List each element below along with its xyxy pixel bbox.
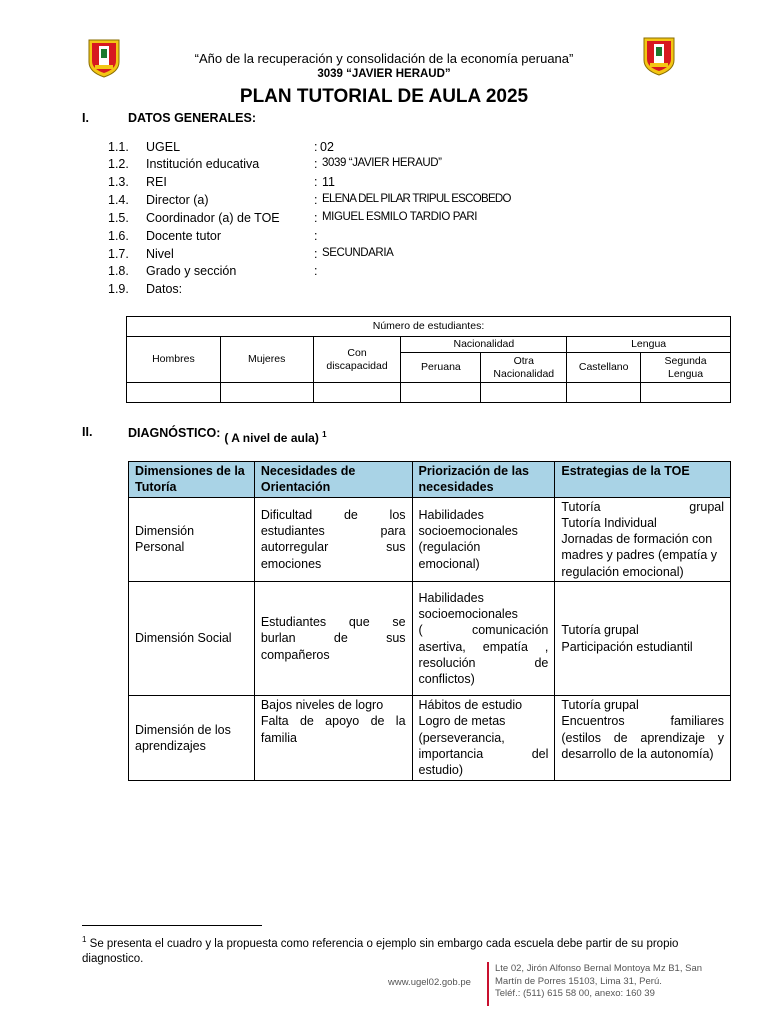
header-line: Otra [513, 354, 534, 367]
year-motto: “Año de la recuperación y consolidación de la economía peruana” [194, 51, 574, 66]
cell-line: socioemocionales [418, 606, 518, 621]
footnote [82, 932, 702, 967]
cell-line: desarrollo de la autonomía) [561, 746, 714, 761]
cell-line: Habilidades [418, 507, 484, 522]
item-label: Institución educativa [146, 157, 260, 171]
cell-line: (regulación [418, 540, 481, 555]
cell-line: Habilidades [418, 590, 484, 605]
cell-line: autorregular sus [260, 540, 406, 555]
header-line: Orientación [260, 480, 331, 495]
footer-address [495, 963, 702, 1001]
item-label: Coordinador (a) de TOE [146, 211, 280, 225]
address-line: Teléf.: (511) 615 58 00, anexo: 160 39 [495, 988, 655, 999]
cell-line: Falta de apoyo de la [260, 714, 406, 729]
item-colon: : [314, 211, 318, 225]
section-1-title: DATOS GENERALES: [128, 111, 257, 125]
cell-mujeres[interactable] [220, 383, 313, 403]
section-1-number: I. [82, 111, 89, 125]
address-line: Martín de Porres 15103, Lima 31, Perú. [495, 975, 662, 987]
cell-line: Tutoría grupal [561, 623, 639, 638]
header-line: Nacionalidad [493, 367, 555, 380]
header-nacionalidad: Nacionalidad [401, 337, 567, 353]
cell-line: Tutoría Individual [561, 515, 657, 530]
cell-dimension [129, 497, 255, 581]
section-2-title-wrap [128, 425, 327, 445]
header-line: Tutoría [135, 480, 177, 495]
cell-segunda-lengua[interactable] [641, 383, 731, 403]
school-name: 3039 “JAVIER HERAUD” [317, 68, 451, 80]
cell-line: Dimensión Social [135, 631, 232, 646]
students-count-table [126, 316, 731, 403]
cell-peruana[interactable] [401, 383, 481, 403]
item-label: Director (a) [146, 193, 209, 207]
table-row [129, 497, 731, 581]
document-title: PLAN TUTORIAL DE AULA 2025 [239, 86, 529, 107]
header-line: Lengua [668, 367, 704, 380]
item-label: Datos: [146, 282, 183, 296]
cell-hombres[interactable] [127, 383, 221, 403]
header-line: Priorización de las [418, 464, 529, 478]
header-segunda-lengua [641, 353, 731, 383]
footer-divider [487, 962, 489, 1006]
header-line: Estrategias de la TOE [561, 464, 690, 478]
cell-line: emocional) [418, 556, 480, 571]
item-label: Grado y sección [146, 264, 237, 278]
cell-line: Jornadas de formación con [561, 532, 713, 547]
item-label: UGEL [146, 140, 181, 154]
cell-line: importancia del [418, 746, 549, 761]
item-number: 1.9. [108, 282, 129, 296]
item-value: ELENA DEL PILAR TRIPUL ESCOBEDO [322, 193, 511, 205]
cell-line: Bajos niveles de logro [260, 698, 384, 713]
header-otra-nacionalidad [481, 353, 567, 383]
students-table-title: Número de estudiantes: [127, 317, 731, 337]
item-number: 1.2. [108, 157, 129, 171]
cell-line: Tutoría grupal [561, 698, 639, 713]
item-label: Docente tutor [146, 229, 222, 243]
diagnostic-table [128, 461, 731, 781]
header-necesidades [254, 462, 412, 498]
cell-priorizacion [412, 497, 555, 581]
footnote-reference: 1 [322, 430, 327, 439]
cell-line: Encuentros familiares [561, 714, 724, 729]
item-colon: : [314, 229, 318, 243]
header-dimensiones [129, 462, 255, 498]
cell-line: (estilos de aprendizaje y [561, 730, 724, 745]
header-peruana: Peruana [401, 353, 481, 383]
diagnostic-header-row [129, 462, 731, 498]
item-number: 1.8. [108, 264, 129, 278]
table-row [129, 582, 731, 696]
cell-line: ( comunicación [418, 623, 549, 638]
item-colon: : [314, 247, 318, 261]
item-label: Nivel [146, 247, 174, 261]
item-number: 1.3. [108, 175, 129, 189]
cell-line: Logro de metas [418, 714, 506, 729]
header-priorizacion [412, 462, 555, 498]
cell-line: compañeros [260, 647, 330, 662]
cell-estrategia [555, 582, 731, 696]
address-line: Lte 02, Jirón Alfonso Bernal Montoya Mz B1, San [495, 963, 703, 974]
header-mujeres: Mujeres [220, 337, 313, 383]
footer-website[interactable]: www.ugel02.gob.pe [388, 977, 471, 988]
cell-line: Hábitos de estudio [418, 698, 523, 713]
cell-line: estudio) [418, 763, 464, 778]
item-colon: : [314, 264, 318, 278]
header-line: Dimensiones de la [135, 464, 245, 478]
cell-line: regulación emocional) [561, 564, 684, 579]
cell-line: Dimensión [135, 524, 195, 539]
cell-line: socioemocionales [418, 524, 518, 539]
cell-line: Personal [135, 540, 185, 555]
subtitle-text: ( A nivel de aula) [224, 431, 319, 445]
item-value: 02 [320, 140, 334, 154]
students-empty-row [127, 383, 731, 403]
item-number: 1.1. [108, 140, 129, 154]
header-castellano: Castellano [567, 353, 641, 383]
cell-dimension [129, 582, 255, 696]
cell-dimension [129, 696, 255, 780]
item-number: 1.6. [108, 229, 129, 243]
item-label: REI [146, 175, 167, 189]
cell-line: aprendizajes [135, 738, 206, 753]
cell-line: resolución de [418, 655, 549, 670]
cell-line: emociones [260, 556, 322, 571]
cell-estrategia [555, 497, 731, 581]
header-line: Con [347, 346, 367, 359]
table-row [129, 696, 731, 780]
cell-necesidad [254, 497, 412, 581]
header-line: Necesidades de [260, 464, 356, 478]
item-colon: : [314, 193, 318, 207]
cell-line: Tutoría grupal [561, 499, 724, 514]
header-discapacidad [313, 337, 401, 383]
header-line: discapacidad [326, 359, 388, 372]
cell-line: conflictos) [418, 672, 475, 687]
cell-line: Dificultad de los [260, 507, 406, 522]
header-hombres: Hombres [127, 337, 221, 383]
item-number: 1.7. [108, 247, 129, 261]
section-2-title: DIAGNÓSTICO: [128, 426, 221, 440]
item-colon: : [314, 175, 318, 189]
cell-line: Participación estudiantil [561, 639, 693, 654]
footnote-separator [82, 925, 262, 926]
cell-necesidad [254, 582, 412, 696]
header-lengua: Lengua [567, 337, 731, 353]
item-value: 3039 “JAVIER HERAUD” [322, 157, 442, 169]
cell-line: asertiva, empatía , [418, 639, 549, 654]
cell-castellano[interactable] [567, 383, 641, 403]
header-line: necesidades [418, 480, 494, 495]
cell-priorizacion [412, 582, 555, 696]
cell-line: Estudiantes que se [260, 615, 406, 630]
cell-line: estudiantes para [260, 524, 406, 539]
item-value: MIGUEL ESMILO TARDIO PARI [322, 211, 478, 223]
item-colon: : [314, 157, 318, 171]
cell-line: Dimensión de los [135, 722, 231, 737]
cell-line: burlan de sus [260, 631, 406, 646]
cell-line: madres y padres (empatía y [561, 548, 718, 563]
header-estrategias [555, 462, 731, 498]
cell-necesidad [254, 696, 412, 780]
cell-priorizacion [412, 696, 555, 780]
cell-discapacidad[interactable] [313, 383, 401, 403]
cell-line: familia [260, 730, 297, 745]
item-number: 1.5. [108, 211, 129, 225]
cell-otra-nacionalidad[interactable] [481, 383, 567, 403]
footnote-mark: 1 [82, 935, 87, 944]
section-2-number: II. [82, 425, 93, 439]
item-value: 11 [322, 175, 335, 189]
item-number: 1.4. [108, 193, 129, 207]
section-2-subtitle [224, 431, 326, 445]
cell-estrategia [555, 696, 731, 780]
item-value: SECUNDARIA [322, 247, 394, 259]
cell-line: (perseverancia, [418, 730, 505, 745]
item-colon: : [314, 140, 318, 154]
footnote-text: Se presenta el cuadro y la propuesta como referencia o ejemplo sin embargo cada escuela debe partir de su propio diagnostico. [82, 937, 679, 965]
header-line: Segunda [664, 354, 707, 367]
